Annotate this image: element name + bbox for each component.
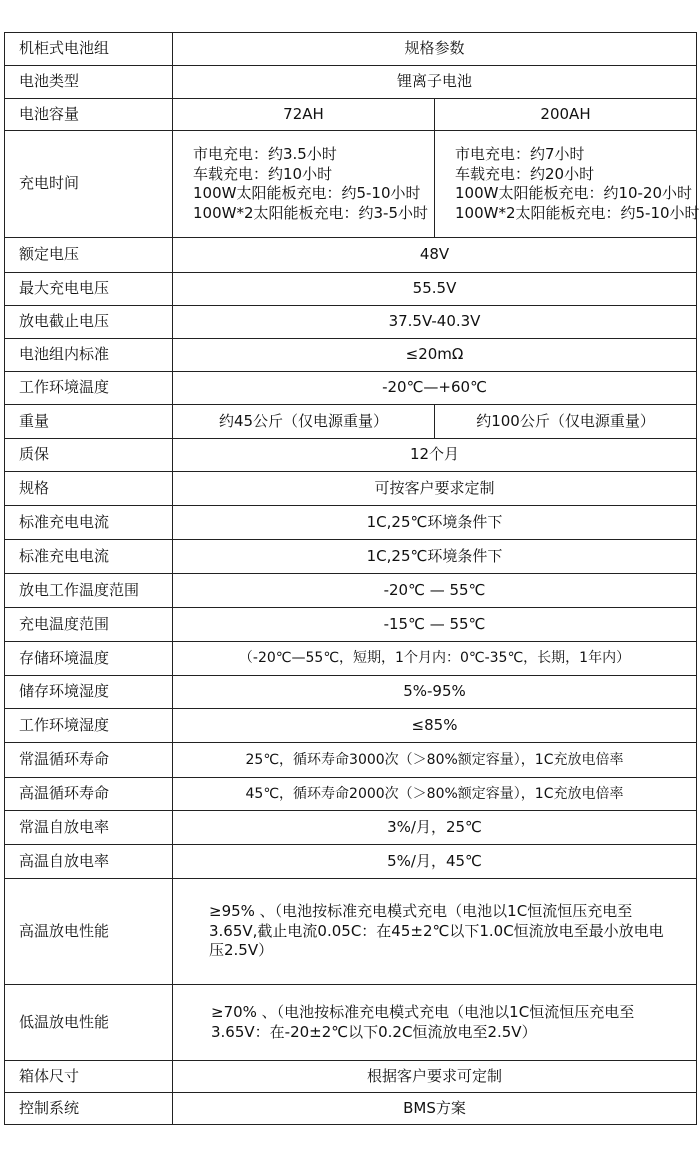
table-row <box>5 642 697 676</box>
row-label: 常温循环寿命 <box>5 743 173 778</box>
row-value: 25℃，循环寿命3000次（＞80%额定容量），1C充放电倍率 <box>173 743 697 778</box>
row-label: 电池组内标准 <box>5 339 173 372</box>
row-value: 1C,25℃环境条件下 <box>173 506 697 540</box>
row-label: 高温放电性能 <box>5 879 173 985</box>
row-label: 存储环境温度 <box>5 642 173 676</box>
row-label: 高温循环寿命 <box>5 778 173 811</box>
table-row <box>5 879 697 985</box>
charge-time-line: 市电充电：约3.5小时 <box>193 145 337 163</box>
table-row <box>5 372 697 405</box>
row-value: 5%-95% <box>173 676 697 709</box>
row-label: 充电温度范围 <box>5 608 173 642</box>
row-label: 放电工作温度范围 <box>5 574 173 608</box>
table-row <box>5 1093 697 1125</box>
row-value: -20℃—+60℃ <box>173 372 697 405</box>
table-row <box>5 676 697 709</box>
row-label: 重量 <box>5 405 173 439</box>
charge-time-line: 车载充电：约10小时 <box>193 164 333 183</box>
table-row <box>5 1061 697 1093</box>
high-temp-discharge-text: ≥95% 、（电池按标准充电模式充电（电池以1C恒流恒压充电至3.65V,截止电流0.05C：在45±2℃以下1.0C恒流放电至最小放电电压2.5V） <box>173 879 697 985</box>
row-label: 箱体尺寸 <box>5 1061 173 1093</box>
table-row <box>5 439 697 472</box>
row-value: 3%/月，25℃ <box>173 811 697 845</box>
low-temp-discharge-text: ≥70% 、（电池按标准充电模式充电（电池以1C恒流恒压充电至3.65V：在-20±2℃以下0.2C恒流放电至2.5V） <box>173 985 697 1061</box>
table-row <box>5 306 697 339</box>
row-value: 55.5V <box>173 273 697 306</box>
table-row <box>5 131 697 238</box>
row-value: 规格参数 <box>173 33 697 66</box>
table-row <box>5 506 697 540</box>
row-label: 控制系统 <box>5 1093 173 1125</box>
spec-table <box>4 32 700 1125</box>
row-label: 常温自放电率 <box>5 811 173 845</box>
row-value: -20℃ — 55℃ <box>173 574 697 608</box>
row-label: 工作环境温度 <box>5 372 173 405</box>
table-row <box>5 985 697 1061</box>
row-label: 充电时间 <box>5 131 173 238</box>
row-label: 放电截止电压 <box>5 306 173 339</box>
charge-time-line: 市电充电：约7小时 <box>455 145 585 163</box>
charge-time-line: 100W*2太阳能板充电：约3-5小时 <box>193 203 429 222</box>
row-label: 规格 <box>5 472 173 506</box>
row-value: （-20℃—55℃，短期，1个月内：0℃-35℃，长期，1年内） <box>173 642 697 676</box>
table-row <box>5 608 697 642</box>
row-label: 额定电压 <box>5 238 173 273</box>
table-row <box>5 778 697 811</box>
row-value: 45℃，循环寿命2000次（＞80%额定容量），1C充放电倍率 <box>173 778 697 811</box>
row-value: 5%/月，45℃ <box>173 845 697 879</box>
row-value: 37.5V-40.3V <box>173 306 697 339</box>
row-label: 最大充电电压 <box>5 273 173 306</box>
table-row <box>5 99 697 131</box>
charge-time-line: 100W太阳能板充电：约10-20小时 <box>455 184 693 202</box>
table-row <box>5 574 697 608</box>
charge-time-72ah <box>173 131 435 238</box>
charge-time-line: 100W*2太阳能板充电：约5-10小时 <box>455 203 700 222</box>
capacity-200ah: 200AH <box>435 99 697 131</box>
charge-time-line: 100W太阳能板充电：约5-10小时 <box>193 184 421 202</box>
row-value: BMS方案 <box>173 1093 697 1125</box>
table-row <box>5 33 697 66</box>
row-label: 质保 <box>5 439 173 472</box>
table-row <box>5 540 697 574</box>
row-value: ≤20mΩ <box>173 339 697 372</box>
table-row <box>5 238 697 273</box>
table-row <box>5 709 697 743</box>
table-row <box>5 273 697 306</box>
row-value: 锂离子电池 <box>173 66 697 99</box>
table-row <box>5 845 697 879</box>
table-row <box>5 405 697 439</box>
row-value: 48V <box>173 238 697 273</box>
row-label: 高温自放电率 <box>5 845 173 879</box>
table-row <box>5 66 697 99</box>
charge-time-200ah <box>435 131 700 238</box>
row-value: 12个月 <box>173 439 697 472</box>
row-label: 电池容量 <box>5 99 173 131</box>
table-row <box>5 743 697 778</box>
table-row <box>5 811 697 845</box>
row-label: 工作环境湿度 <box>5 709 173 743</box>
table-row <box>5 472 697 506</box>
row-label: 电池类型 <box>5 66 173 99</box>
row-label: 储存环境湿度 <box>5 676 173 709</box>
weight-200ah: 约100公斤（仅电源重量） <box>435 405 697 439</box>
row-label: 机柜式电池组 <box>5 33 173 66</box>
row-value: 根据客户要求可定制 <box>173 1061 697 1093</box>
row-value: ≤85% <box>173 709 697 743</box>
row-label: 标准充电电流 <box>5 506 173 540</box>
capacity-72ah: 72AH <box>173 99 435 131</box>
row-label: 标准充电电流 <box>5 540 173 574</box>
row-label: 低温放电性能 <box>5 985 173 1061</box>
row-value: -15℃ — 55℃ <box>173 608 697 642</box>
row-value: 1C,25℃环境条件下 <box>173 540 697 574</box>
table-row <box>5 339 697 372</box>
weight-72ah: 约45公斤（仅电源重量） <box>173 405 435 439</box>
row-value: 可按客户要求定制 <box>173 472 697 506</box>
charge-time-line: 车载充电：约20小时 <box>455 164 595 183</box>
